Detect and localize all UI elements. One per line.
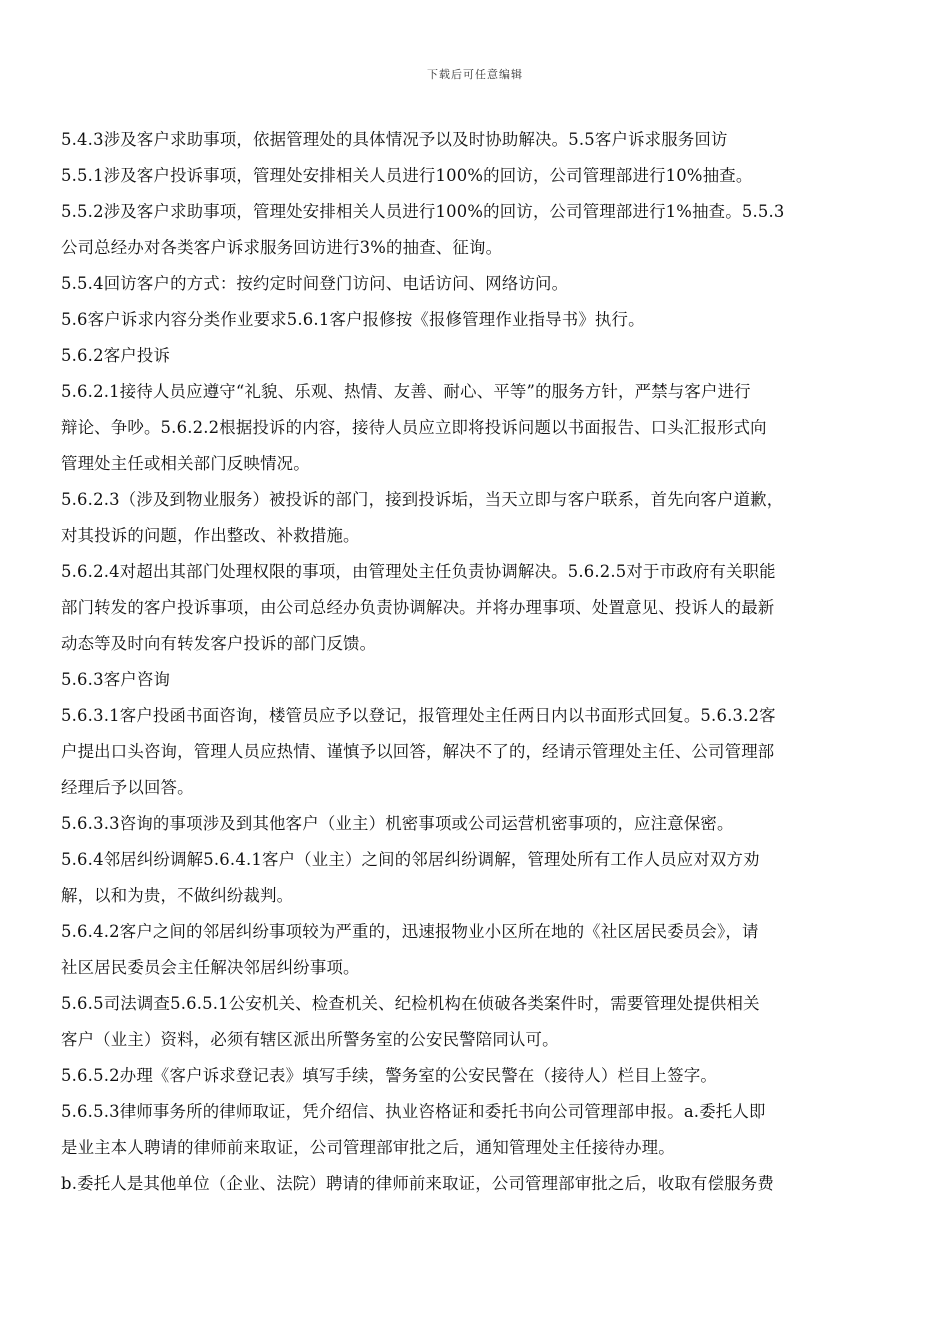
document-body <box>61 122 891 1202</box>
page-header: 下载后可任意编辑 <box>427 68 523 81</box>
text-line: 5.6.5.3律师事务所的律师取证，凭介绍信、执业咨格证和委托书向公司管理部申报。a.委托人即 <box>61 1102 766 1121</box>
text-line: 5.6.3客户咨询 <box>61 670 171 689</box>
text-line: 管理处主任或相关部门反映情况。 <box>61 454 310 473</box>
text-line: 5.6.3.1客户投函书面咨询，楼管员应予以登记，报管理处主任两日内以书面形式回复。5.6.3.2客 <box>61 706 776 725</box>
text-line: 辩论、争吵。5.6.2.2根据投诉的内容，接待人员应立即将投诉问题以书面报告、口头汇报形式向 <box>61 418 767 437</box>
text-line: 5.6.5.2办理《客户诉求登记表》填写手续，警务室的公安民警在（接待人）栏目上签字。 <box>61 1066 718 1085</box>
text-line: 客户（业主）资料，必须有辖区派出所警务室的公安民警陪同认可。 <box>61 1030 559 1049</box>
text-line: 5.6客户诉求内容分类作业要求5.6.1客户报修按《报修管理作业指导书》执行。 <box>61 310 645 329</box>
text-line: 5.6.4.2客户之间的邻居纠纷事项较为严重的，迅速报物业小区所在地的《社区居民委员会》，请 <box>61 922 759 941</box>
text-line: 5.4.3涉及客户求助事项，依据管理处的具体情况予以及时协助解决。5.5客户诉求服务回访 <box>61 130 728 149</box>
text-line: 5.6.4邻居纠纷调解5.6.4.1客户（业主）之间的邻居纠纷调解，管理处所有工作人员应对双方劝 <box>61 850 760 869</box>
text-line: 对其投诉的问题，作出整改、补救措施。 <box>61 526 360 545</box>
text-line: 5.6.2.3（涉及到物业服务）被投诉的部门，接到投诉垢，当天立即与客户联系，首先向客户道歉， <box>61 490 784 509</box>
text-line: 解，以和为贵，不做纠纷裁判。 <box>61 886 294 905</box>
text-line: 5.6.2.1接待人员应遵守“礼貌、乐观、热情、友善、耐心、平等”的服务方针，严禁与客户进行 <box>61 382 751 401</box>
text-line: 5.6.2.4对超出其部门处理权限的事项，由管理处主任负责协调解决。5.6.2.5对于市政府有关职能 <box>61 562 776 581</box>
text-line: 5.5.4回访客户的方式：按约定时间登门访问、电话访问、网络访问。 <box>61 274 569 293</box>
text-line: 户提出口头咨询，管理人员应热情、谨慎予以回答，解决不了的，经请示管理处主任、公司管理部 <box>61 742 775 761</box>
text-line: 社区居民委员会主任解决邻居纠纷事项。 <box>61 958 360 977</box>
text-line: b.委托人是其他单位（企业、法院）聘请的律师前来取证，公司管理部审批之后，收取有偿服务费 <box>61 1174 774 1193</box>
text-line: 部门转发的客户投诉事项，由公司总经办负责协调解决。并将办理事项、处置意见、投诉人的最新 <box>61 598 775 617</box>
text-line: 是业主本人聘请的律师前来取证，公司管理部审批之后，通知管理处主任接待办理。 <box>61 1138 675 1157</box>
text-line: 经理后予以回答。 <box>61 778 194 797</box>
text-line: 5.6.2客户投诉 <box>61 346 171 365</box>
text-line: 5.5.2涉及客户求助事项，管理处安排相关人员进行100%的回访，公司管理部进行1%抽查。5.5.3 <box>61 202 785 221</box>
text-line: 公司总经办对各类客户诉求服务回访进行3%的抽查、征询。 <box>61 238 503 257</box>
text-line: 动态等及时向有转发客户投诉的部门反馈。 <box>61 634 377 653</box>
text-line: 5.6.3.3咨询的事项涉及到其他客户（业主）机密事项或公司运营机密事项的，应注意保密。 <box>61 814 734 833</box>
text-line: 5.6.5司法调查5.6.5.1公安机关、检查机关、纪检机构在侦破各类案件时，需要管理处提供相关 <box>61 994 760 1013</box>
text-line: 5.5.1涉及客户投诉事项，管理处安排相关人员进行100%的回访，公司管理部进行10%抽查。 <box>61 166 753 185</box>
